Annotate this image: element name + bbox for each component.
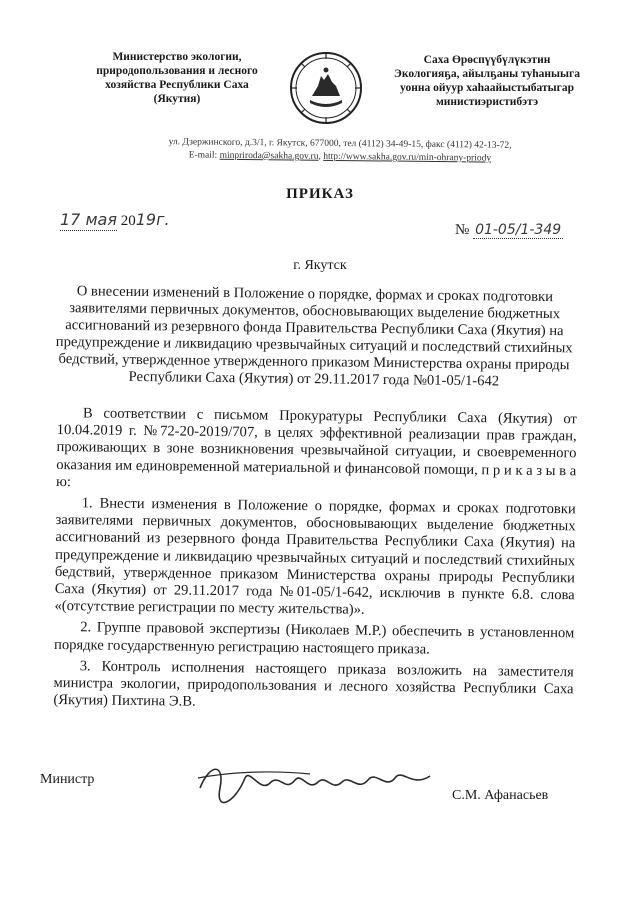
document-title: ПРИКАЗ bbox=[286, 186, 354, 202]
handwritten-signature bbox=[190, 758, 440, 808]
email-link[interactable]: minpriroda@sakha.gov.ru bbox=[219, 150, 319, 162]
clause-paragraph: 3. Контроль исполнения настоящего приказа возложить на заместителя министра экологии, природопользования и лесного хозяйства Республики Саха (Якутия) Пихтина Э.В. bbox=[53, 658, 574, 710]
order-body bbox=[53, 405, 577, 720]
signer-name: С.М. Афанасьев bbox=[452, 788, 549, 803]
signer-position: Министр bbox=[40, 772, 95, 787]
email-label: E-mail: bbox=[188, 150, 218, 161]
ministry-sah-line: уонна ойуур хаһаайыстыбатыгар bbox=[399, 82, 575, 94]
ministry-sah-line: Экологияҕа, айылҕаны туһаныыга bbox=[394, 68, 580, 80]
ministry-sah-line: Саха Өрөспүүбүлүкэтин bbox=[423, 54, 551, 66]
address-line: ул. Дзержинского, д.3/1, г. Якутск, 677000, тел (4112) 34-49-15, факс (4112) 42-13-72, bbox=[168, 137, 512, 151]
signature-block bbox=[40, 758, 580, 818]
order-number bbox=[455, 222, 563, 239]
order-subject: О внесении изменений в Положение о порядке, формах и сроках подготовки заявителями первичных документов, обосновывающих выделение бюджетных ассигнований из резервного фонда Правительства Республики Саха (Якутия) на предупреждение и ликвидацию чрезвычайных ситуаций и последствий стихийных бедствий, утвержденное утвержденного приказом Министерства охраны природы Республики Саха (Якутия) от 29.11.2017 года №01-05/1-642 bbox=[55, 283, 573, 390]
sakha-republic-coat-of-arms-icon bbox=[288, 50, 364, 126]
clause-paragraph: 2. Группе правовой экспертизы (Николаев М.Р.) обеспечить в установленном порядке государственную регистрацию настоящего приказа. bbox=[53, 619, 575, 658]
handwritten-date: 17 мая bbox=[60, 210, 117, 229]
ministry-ru-line: хозяйства Республики Саха bbox=[105, 79, 249, 91]
contact-info bbox=[120, 136, 560, 167]
year-prefix: 20 bbox=[120, 213, 136, 229]
clause-paragraph: 1. Внести изменения в Положение о порядке, формах и сроках подготовки заявителями первичных документов, обосновывающих выделение бюджетных ассигнований из резервного фонда Правительства Республики Саха (Якутия) на предупреждение и ликвидацию чрезвычайных ситуаций и последствий стихийных бедствий, утвержденное приказом Министерства охраны природы Республики Саха (Якутия) от 29.11.2017 года №01-05/1-642, исключив в пункте 6.8. слова «(отсутствие регистрации по месту жительства)». bbox=[54, 495, 576, 619]
ministry-ru-line: (Якутия) bbox=[153, 93, 201, 105]
ministry-name-russian bbox=[72, 50, 282, 106]
handwritten-number: 01-05/1-349 bbox=[475, 222, 562, 238]
ministry-ru-line: природопользования и лесного bbox=[96, 65, 258, 77]
number-sign: № bbox=[455, 222, 470, 238]
order-date bbox=[60, 210, 170, 231]
contact-separator: , bbox=[318, 151, 321, 162]
preamble-paragraph: В соответствии с письмом Прокуратуры Республики Саха (Якутия) от 10.04.2019 г. №72-20-2019/707, в целях эффективной реализации прав граждан, проживающих в зоне возникновения чрезвычайной ситуации, и своевременного оказания им единовременной материальной и финансовой помощи, п р и к а з ы в а ю: bbox=[55, 405, 577, 490]
handwritten-year: 19г. bbox=[135, 210, 170, 229]
ministry-name-sakha bbox=[372, 53, 602, 109]
ministry-ru-line: Министерство экологии, bbox=[112, 51, 242, 63]
ministry-sah-line: министиэристибэтэ bbox=[435, 96, 539, 108]
website-link[interactable]: http://www.sakha.gov.ru/min-ohrany-priody bbox=[323, 151, 492, 164]
city: г. Якутск bbox=[293, 258, 347, 273]
